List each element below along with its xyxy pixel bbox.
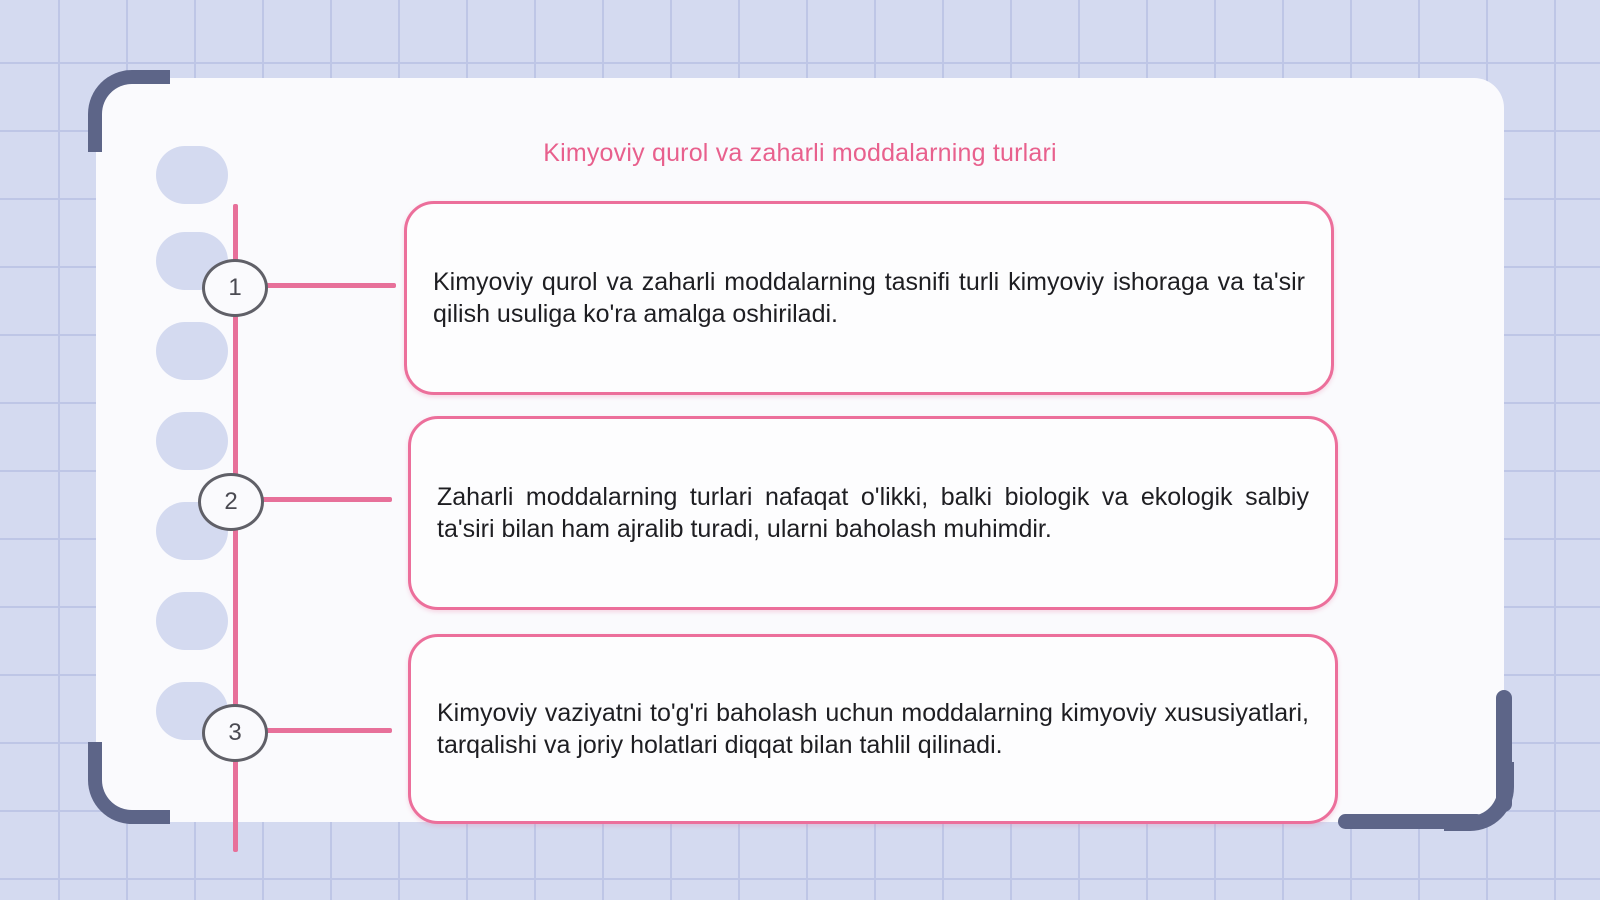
step-number-circle [202, 259, 268, 317]
step-number: 2 [224, 488, 238, 515]
timeline-connector [266, 283, 396, 288]
frame-corner-bottom-left [88, 742, 170, 824]
timeline-connector [262, 497, 392, 502]
frame-corner-bottom-right [1338, 814, 1484, 829]
frame-corner-top-left [88, 70, 170, 152]
step-text: Kimyoviy vaziyatni to'g'ri baholash uchun moddalarning kimyoviy xususiyatlari, tarqalishi va joriy holatlari diqqat bilan tahlil qilinadi. [437, 699, 1309, 759]
binder-notch [156, 322, 228, 380]
slide-title: Kimyoviy qurol va zaharli moddalarning turlari [543, 138, 1057, 167]
step-card [404, 201, 1334, 395]
step-number: 1 [228, 274, 242, 301]
step-text: Zaharli moddalarning turlari nafaqat o'likki, balki biologik va ekologik salbiy ta'siri bilan ham ajralib turadi, ularni baholash muhimdir. [437, 483, 1309, 543]
timeline-connector [266, 728, 392, 733]
step-number-circle [202, 704, 268, 762]
step-card [408, 416, 1338, 610]
binder-notch [156, 412, 228, 470]
step-number: 3 [228, 719, 242, 746]
binder-notch [156, 592, 228, 650]
step-text: Kimyoviy qurol va zaharli moddalarning tasnifi turli kimyoviy ishoraga va ta'sir qilish usuliga ko'ra amalga oshiriladi. [433, 268, 1305, 328]
step-card [408, 634, 1338, 824]
step-number-circle [198, 473, 264, 531]
binder-notch [156, 146, 228, 204]
